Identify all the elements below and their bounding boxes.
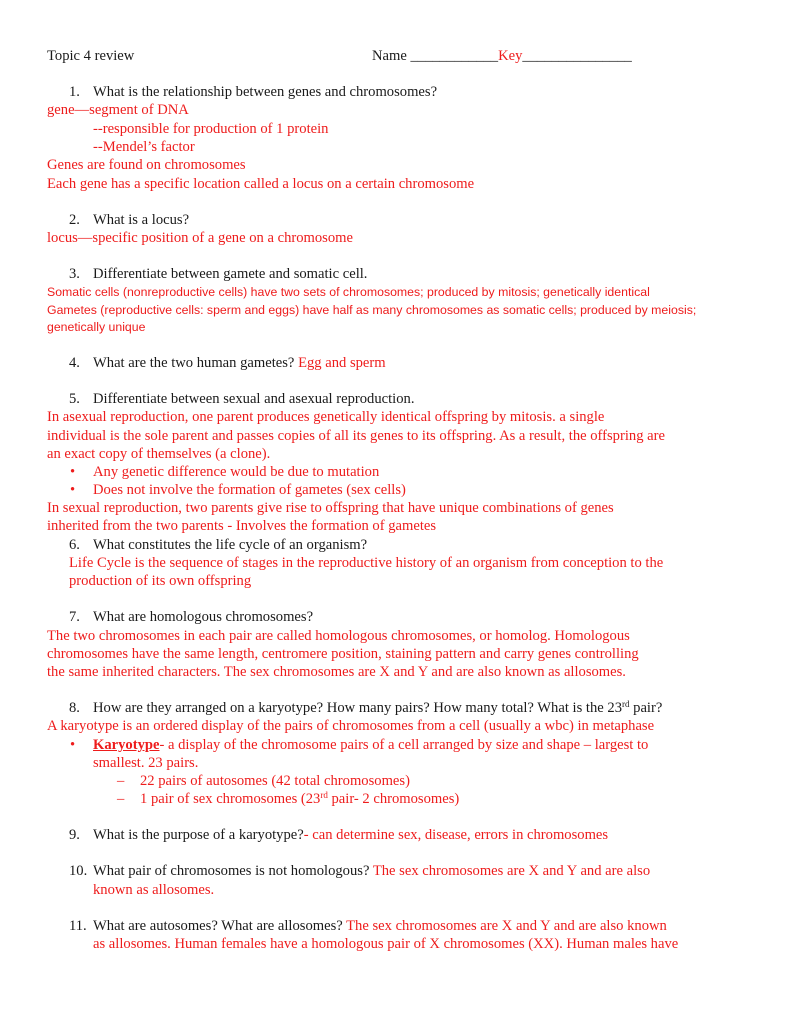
answer-line: In asexual reproduction, one parent produces genetically identical offspring by mitosis. a single — [47, 409, 605, 425]
question-number: 10. — [69, 863, 88, 879]
question-number: 9. — [69, 827, 80, 843]
question-number: 6. — [69, 537, 80, 553]
question-5 — [69, 390, 414, 408]
answer-line: --responsible for production of 1 protein — [93, 121, 329, 137]
name-field — [372, 47, 632, 65]
question-number: 8. — [69, 700, 80, 716]
worksheet-title: Topic 4 review — [47, 48, 135, 64]
question-text: What is a locus? — [93, 212, 190, 228]
answer-line: Genes are found on chromosomes — [47, 157, 246, 173]
answer-key-label: Key — [498, 48, 523, 64]
question-text-tail: pair? — [629, 700, 663, 716]
question-text: Differentiate between gamete and somatic cell. — [93, 266, 368, 282]
answer-line: In sexual reproduction, two parents give rise to offspring that have unique combinations of genes — [47, 500, 614, 516]
question-text: Differentiate between sexual and asexual reproduction. — [93, 391, 415, 407]
dash-icon: – — [117, 773, 125, 789]
answer-line: inherited from the two parents - Involves the formation of gametes — [47, 518, 437, 534]
question-number: 11. — [69, 918, 87, 934]
name-label: Name ____________ — [372, 48, 499, 64]
question-text: What are autosomes? What are allosomes? — [93, 918, 343, 934]
question-8 — [69, 699, 662, 717]
bullet-item: Any genetic difference would be due to mutation — [93, 464, 380, 480]
answer-line: individual is the sole parent and passes copies of all its genes to its offspring. As a result, the offspring are — [47, 428, 665, 444]
bullet-icon: • — [70, 464, 76, 480]
bullet-item-continued: smallest. 23 pairs. — [93, 755, 199, 771]
question-number: 7. — [69, 609, 80, 625]
sub-bullet-item — [140, 790, 459, 808]
answer-line: A karyotype is an ordered display of the pairs of chromosomes from a cell (usually a wbc) in metaphase — [47, 718, 655, 734]
question-7 — [69, 608, 313, 626]
question-2 — [69, 211, 189, 229]
question-number: 4. — [69, 355, 80, 371]
question-text: What is the relationship between genes and chromosomes? — [93, 84, 438, 100]
question-number: 5. — [69, 391, 80, 407]
question-number: 3. — [69, 266, 80, 282]
question-number: 2. — [69, 212, 80, 228]
question-4 — [69, 354, 386, 372]
sub-bullet-item: 22 pairs of autosomes (42 total chromosomes) — [140, 773, 410, 789]
answer-line: --Mendel’s factor — [93, 139, 195, 155]
answer-text: The sex chromosomes are X and Y and are also known — [346, 918, 667, 934]
answer-line: locus—specific position of a gene on a chromosome — [47, 230, 353, 246]
answer-text: Egg and sperm — [298, 355, 386, 371]
answer-text: - can determine sex, disease, errors in chromosomes — [303, 827, 609, 843]
name-underline: _______________ — [522, 48, 632, 64]
question-text: What are the two human gametes? — [93, 355, 295, 371]
question-text: What pair of chromosomes is not homologous? — [93, 863, 370, 879]
answer-line: Life Cycle is the sequence of stages in the reproductive history of an organism from conception to the — [69, 555, 664, 571]
answer-line: production of its own offspring — [69, 573, 252, 589]
answer-text: The sex chromosomes are X and Y and are also — [372, 863, 651, 879]
answer-line: as allosomes. Human females have a homologous pair of X chromosomes (XX). Human males have — [93, 936, 679, 952]
question-text: What constitutes the life cycle of an organism? — [93, 537, 368, 553]
question-3 — [69, 265, 367, 283]
answer-line: chromosomes have the same length, centromere position, staining pattern and carry genes controlling — [47, 646, 639, 662]
bullet-item — [93, 736, 648, 754]
answer-line: gene—segment of DNA — [47, 102, 189, 118]
question-6 — [69, 536, 367, 554]
answer-line: Somatic cells (nonreproductive cells) have two sets of chromosomes; produced by mitosis; genetically identical — [47, 285, 650, 299]
question-text: How are they arranged on a karyotype? How many pairs? How many total? What is the 23 — [93, 700, 622, 716]
sub-bullet-text: 1 pair of sex chromosomes (23 — [140, 791, 321, 807]
question-10 — [69, 862, 650, 880]
answer-line: known as allosomes. — [93, 882, 215, 898]
karyotype-term: Karyotype — [93, 737, 160, 753]
answer-line: genetically unique — [47, 320, 146, 334]
superscript: rd — [622, 699, 630, 709]
bullet-icon: • — [70, 737, 76, 753]
answer-line: the same inherited characters. The sex chromosomes are X and Y and are also known as allosomes. — [47, 664, 626, 680]
question-9 — [69, 826, 608, 844]
answer-line: an exact copy of themselves (a clone). — [47, 446, 271, 462]
dash-icon: – — [117, 791, 125, 807]
question-text: What are homologous chromosomes? — [93, 609, 314, 625]
answer-line: Gametes (reproductive cells: sperm and eggs) have half as many chromosomes as somatic cells; produced by meiosis; — [47, 303, 697, 317]
superscript: rd — [320, 790, 328, 800]
question-1 — [69, 83, 437, 101]
answer-line: Each gene has a specific location called a locus on a certain chromosome — [47, 176, 475, 192]
bullet-icon: • — [70, 482, 76, 498]
karyotype-definition: - a display of the chromosome pairs of a cell arranged by size and shape – largest to — [159, 737, 649, 753]
question-number: 1. — [69, 84, 80, 100]
question-11 — [69, 917, 667, 935]
sub-bullet-text-tail: pair- 2 chromosomes) — [327, 791, 460, 807]
question-text: What is the purpose of a karyotype? — [93, 827, 304, 843]
answer-line: The two chromosomes in each pair are called homologous chromosomes, or homolog. Homologous — [47, 628, 630, 644]
bullet-item: Does not involve the formation of gametes (sex cells) — [93, 482, 406, 498]
